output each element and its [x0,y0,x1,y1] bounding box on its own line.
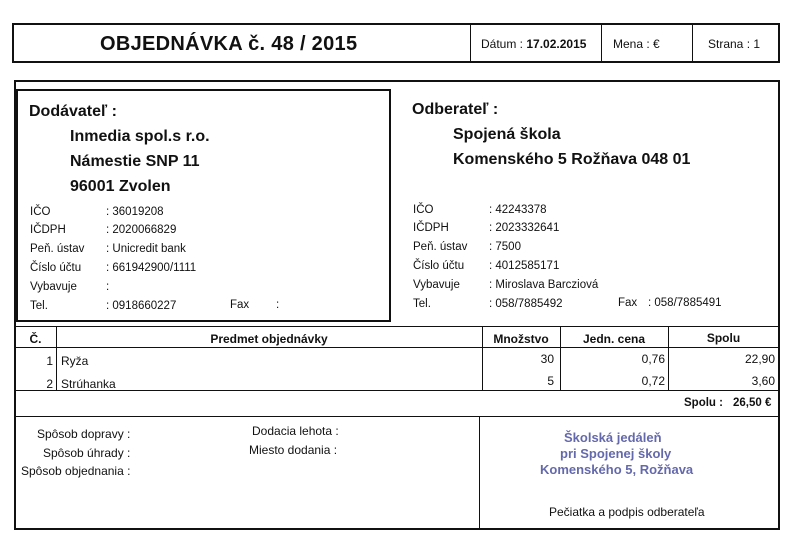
supplier-heading: Dodávateľ : [29,103,117,120]
col-header-number: Č. [29,332,42,346]
supplier-ico-value: : 36019208 [106,206,164,218]
row-1-unit-price: 0,76 [641,352,665,366]
currency-value: € [653,37,660,51]
customer-tel-value: : 058/7885492 [489,298,563,310]
row-2-quantity: 5 [547,374,554,388]
col-header-unit-price: Jedn. cena [582,332,646,346]
supplier-city: 96001 Zvolen [70,178,171,195]
order-method-label: Spôsob objednania : [21,464,131,478]
stamp-line-3: Komenského 5, Rožňava [540,462,694,477]
customer-name: Spojená škola [453,126,561,143]
page-field [708,37,760,51]
page-value: 1 [753,37,761,51]
customer-icdph-label: IČDPH [413,222,449,234]
supplier-account-label: Číslo účtu [30,262,82,274]
delivery-term-label: Dodacia lehota : [252,424,339,438]
customer-tel-label: Tel. [413,298,431,310]
row-2-total: 3,60 [751,374,775,388]
customer-ico-value: : 42243378 [489,204,547,216]
stamp-line-1: Školská jedáleň [564,430,662,445]
col-header-item: Predmet objednávky [210,332,328,346]
col-header-quantity: Množstvo [493,332,549,346]
customer-fax-label: Fax [618,297,638,309]
supplier-fax-value: : [276,299,280,311]
customer-contact-value: : Miroslava Barcziová [489,279,599,291]
supplier-account-value: : 661942900/1111 [106,262,197,274]
row-2-unit-price: 0,72 [641,374,665,388]
customer-bank-label: Peň. ústav [413,241,468,253]
supplier-tel-label: Tel. [30,300,48,312]
signature-label: Pečiatka a podpis odberateľa [549,505,705,519]
row-2-item: Strúhanka [61,377,116,391]
col-header-total: Spolu [706,331,741,345]
customer-account-value: : 4012585171 [489,260,560,272]
row-1-quantity: 30 [540,352,554,366]
date-label: Dátum : [481,37,524,51]
supplier-contact-label: Vybavuje [30,281,77,293]
customer-heading: Odberateľ : [412,101,499,118]
date-value: 17.02.2015 [526,37,587,51]
customer-icdph-value: : 2023332641 [489,222,560,234]
customer-bank-value: : 7500 [489,241,521,253]
supplier-ico-label: IČO [30,206,51,218]
row-1-item: Ryža [61,354,89,368]
delivery-place-label: Miesto dodania : [249,443,338,457]
customer-ico-label: IČO [413,204,434,216]
supplier-bank-value: : Unicredit bank [106,243,186,255]
supplier-bank-label: Peň. ústav [30,243,85,255]
supplier-fax-label: Fax [230,299,250,311]
customer-contact-label: Vybavuje [413,279,460,291]
supplier-name: Inmedia spol.s r.o. [70,128,210,145]
supplier-icdph-label: IČDPH [30,224,66,236]
page-title: OBJEDNÁVKA č. 48 / 2015 [100,33,358,55]
stamp-line-2: pri Spojenej školy [560,446,672,461]
sum-value: 26,50 € [733,397,772,409]
stamp [540,430,693,478]
customer-account-label: Číslo účtu [413,260,465,272]
supplier-icdph-value: : 2020066829 [106,224,177,236]
row-1-number: 1 [46,354,53,368]
customer-address: Komenského 5 Rožňava 048 01 [453,151,691,168]
sum-label: Spolu : [684,397,723,409]
supplier-tel-value: : 0918660227 [106,300,177,312]
payment-label: Spôsob úhrady : [43,446,131,460]
supplier-contact-value: : [106,281,110,293]
page-label: Strana : [708,37,751,51]
transport-label: Spôsob dopravy : [37,427,131,441]
row-1-total: 22,90 [744,352,775,366]
row-2-number: 2 [46,377,53,391]
customer-fax-value: : 058/7885491 [648,297,722,309]
currency-label: Mena : [613,37,650,51]
date-field [481,37,586,51]
supplier-street: Námestie SNP 11 [70,153,200,170]
currency-field [613,37,660,51]
